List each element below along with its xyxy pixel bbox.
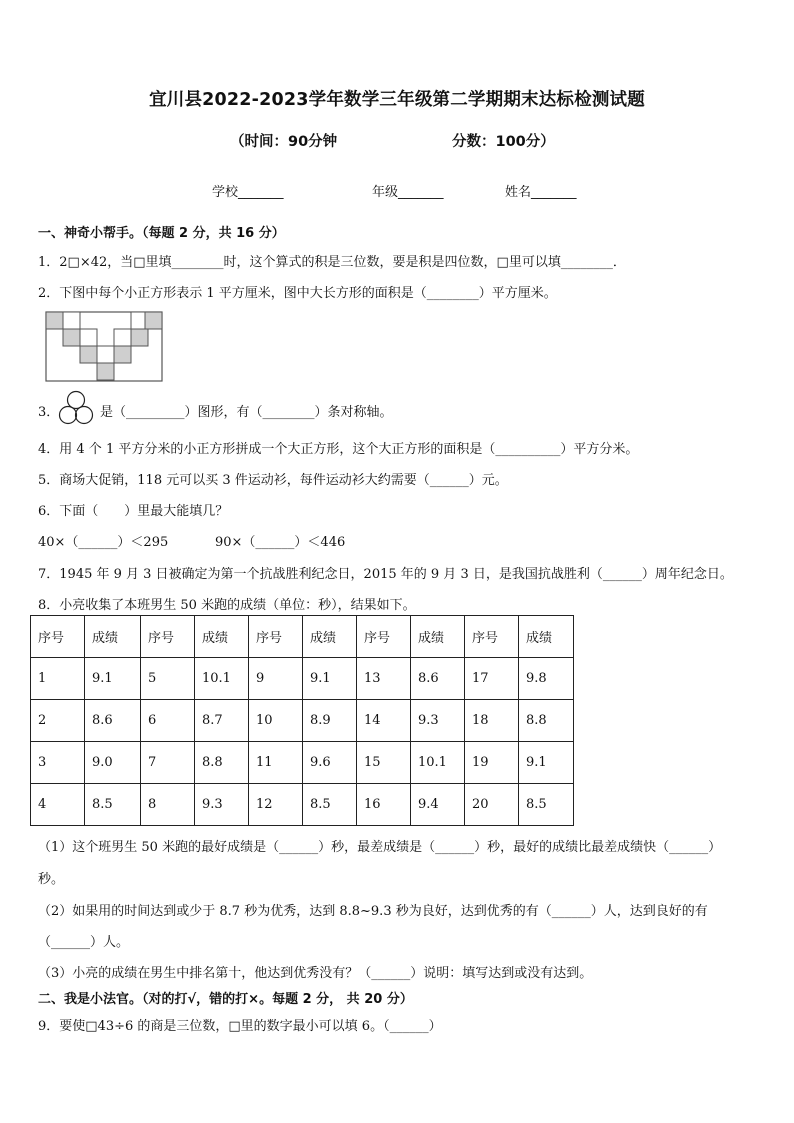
question-6: 6．下面（ ）里最大能填几？ bbox=[38, 504, 229, 519]
table-cell: 2 bbox=[31, 700, 85, 742]
table-cell: 8.5 bbox=[303, 784, 357, 826]
table-row bbox=[31, 700, 574, 742]
table-cell: 6 bbox=[141, 700, 195, 742]
question-8-3: （3）小亮的成绩在男生中排名第十，他达到优秀没有？（______）说明：填写达到或没有达到。 bbox=[38, 966, 593, 981]
table-cell: 9.1 bbox=[303, 658, 357, 700]
table-cell: 1 bbox=[31, 658, 85, 700]
table-cell: 17 bbox=[465, 658, 519, 700]
table-cell: 9.3 bbox=[411, 700, 465, 742]
table-cell: 8.5 bbox=[519, 784, 574, 826]
question-4: 4．用 4 个 1 平方分米的小正方形拼成一个大正方形，这个大正方形的面积是（__________）平方分米。 bbox=[38, 442, 639, 457]
table-cell: 9.3 bbox=[195, 784, 249, 826]
table-cell: 3 bbox=[31, 742, 85, 784]
table-cell: 成绩 bbox=[519, 616, 574, 658]
table-cell: 9.1 bbox=[85, 658, 141, 700]
exam-time: （时间：90分钟 bbox=[230, 134, 338, 150]
three-circles-icon bbox=[58, 390, 94, 426]
table-cell: 7 bbox=[141, 742, 195, 784]
table-cell: 成绩 bbox=[411, 616, 465, 658]
table-cell: 13 bbox=[357, 658, 411, 700]
table-cell: 10 bbox=[249, 700, 303, 742]
question-3-number: 3． bbox=[38, 405, 60, 420]
table-cell: 12 bbox=[249, 784, 303, 826]
table-cell: 8.8 bbox=[519, 700, 574, 742]
table-cell: 9.0 bbox=[85, 742, 141, 784]
table-cell: 8.6 bbox=[85, 700, 141, 742]
question-5: 5．商场大促销，118 元可以买 3 件运动衫，每件运动衫大约需要（______）元。 bbox=[38, 473, 508, 488]
table-cell: 11 bbox=[249, 742, 303, 784]
table-cell: 9.6 bbox=[303, 742, 357, 784]
exam-score: 分数：100分） bbox=[452, 134, 555, 150]
table-cell: 成绩 bbox=[303, 616, 357, 658]
table-cell: 成绩 bbox=[85, 616, 141, 658]
table-cell: 5 bbox=[141, 658, 195, 700]
scores-table bbox=[30, 615, 574, 826]
school-field: 学校_______ bbox=[212, 185, 284, 200]
table-cell: 序号 bbox=[465, 616, 519, 658]
table-cell: 10.1 bbox=[195, 658, 249, 700]
rectangle-grid-figure bbox=[45, 311, 165, 383]
question-9: 9．要使□43÷6 的商是三位数，□里的数字最小可以填 6。（______） bbox=[38, 1019, 442, 1034]
table-cell: 15 bbox=[357, 742, 411, 784]
question-6b: 90×（______）＜446 bbox=[215, 535, 346, 550]
table-cell: 序号 bbox=[141, 616, 195, 658]
question-1: 1．2□×42，当□里填________时，这个算式的积是三位数，要是积是四位数，□里可以填________． bbox=[38, 255, 626, 270]
question-8-2: （2）如果用的时间达到或少于 8.7 秒为优秀，达到 8.8~9.3 秒为良好，达到优秀的有（______）人，达到良好的有 bbox=[38, 904, 708, 919]
question-3: 是（_________）图形，有（________）条对称轴。 bbox=[100, 405, 393, 420]
section1-heading: 一、神奇小帮手。（每题 2 分，共 16 分） bbox=[38, 226, 285, 241]
table-cell: 序号 bbox=[357, 616, 411, 658]
table-cell: 成绩 bbox=[195, 616, 249, 658]
table-row bbox=[31, 658, 574, 700]
table-cell: 8.6 bbox=[411, 658, 465, 700]
exam-title: 宜川县2022-2023学年数学三年级第二学期期末达标检测试题 bbox=[149, 90, 645, 110]
question-8-2-cont: （______）人。 bbox=[38, 935, 130, 950]
question-6a: 40×（______）＜295 bbox=[38, 535, 169, 550]
table-cell: 10.1 bbox=[411, 742, 465, 784]
grade-field: 年级_______ bbox=[372, 185, 444, 200]
table-cell: 8 bbox=[141, 784, 195, 826]
table-cell: 9.4 bbox=[411, 784, 465, 826]
table-cell: 8.5 bbox=[85, 784, 141, 826]
table-cell: 8.9 bbox=[303, 700, 357, 742]
section2-heading: 二、我是小法官。（对的打√，错的打×。每题 2 分， 共 20 分） bbox=[38, 992, 413, 1007]
question-7: 7．1945 年 9 月 3 日被确定为第一个抗战胜利纪念日，2015 年的 9 月 3 日，是我国抗战胜利（______）周年纪念日。 bbox=[38, 567, 733, 582]
table-cell: 19 bbox=[465, 742, 519, 784]
table-row bbox=[31, 742, 574, 784]
table-row bbox=[31, 784, 574, 826]
table-cell: 9.1 bbox=[519, 742, 574, 784]
table-cell: 20 bbox=[465, 784, 519, 826]
table-cell: 序号 bbox=[31, 616, 85, 658]
question-2: 2．下图中每个小正方形表示 1 平方厘米，图中大长方形的面积是（________）平方厘米。 bbox=[38, 286, 557, 301]
name-field: 姓名_______ bbox=[505, 185, 577, 200]
table-cell: 8.7 bbox=[195, 700, 249, 742]
table-cell: 9 bbox=[249, 658, 303, 700]
table-cell: 16 bbox=[357, 784, 411, 826]
question-8: 8．小亮收集了本班男生 50 米跑的成绩（单位：秒），结果如下。 bbox=[38, 598, 416, 613]
table-cell: 4 bbox=[31, 784, 85, 826]
question-8-1: （1）这个班男生 50 米跑的最好成绩是（______）秒，最差成绩是（______）秒，最好的成绩比最差成绩快（______） bbox=[38, 840, 722, 855]
table-cell: 序号 bbox=[249, 616, 303, 658]
table-cell: 9.8 bbox=[519, 658, 574, 700]
table-cell: 14 bbox=[357, 700, 411, 742]
table-header-row bbox=[31, 616, 574, 658]
question-8-1-cont: 秒。 bbox=[38, 872, 65, 887]
table-cell: 8.8 bbox=[195, 742, 249, 784]
table-cell: 18 bbox=[465, 700, 519, 742]
